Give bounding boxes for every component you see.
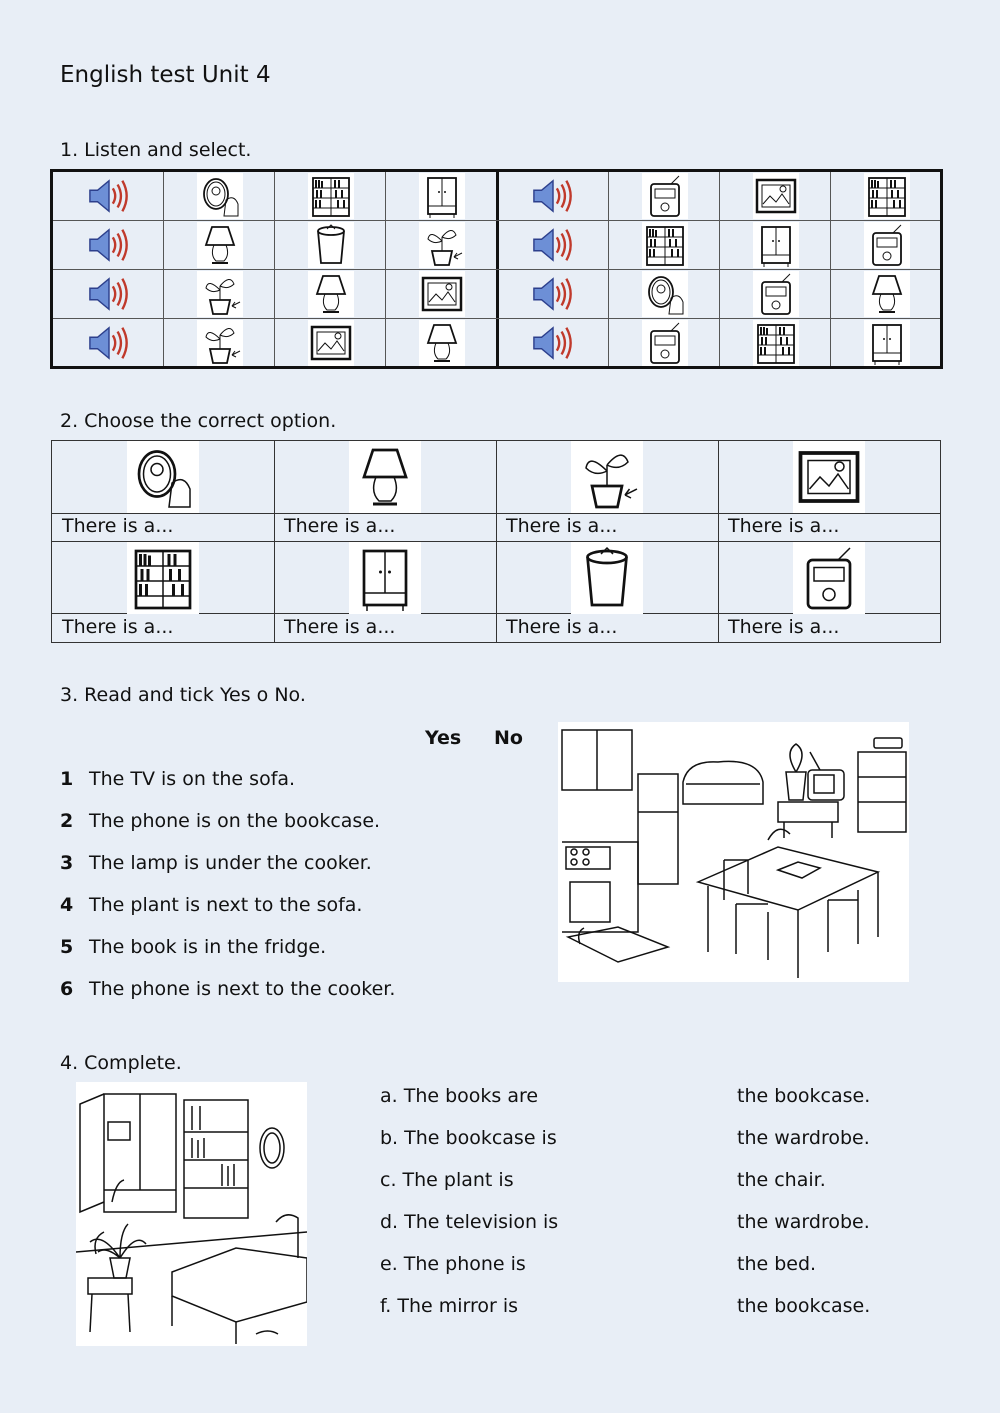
wardrobe-icon[interactable] <box>831 319 942 367</box>
option-caption[interactable]: There is a... <box>62 616 174 638</box>
speaker-icon[interactable] <box>497 270 608 318</box>
yes-column-label: Yes <box>425 727 462 749</box>
statement-item: 3 The lamp is under the cooker. <box>60 852 372 874</box>
bedroom-scene-image <box>76 1082 307 1346</box>
bookcase-icon <box>127 542 199 614</box>
choose-option-grid <box>51 440 941 643</box>
no-column-label: No <box>494 727 523 749</box>
complete-sentence-start: d. The television is <box>380 1211 559 1233</box>
wardrobe-icon <box>349 542 421 614</box>
radio-icon[interactable] <box>609 319 720 367</box>
page-title: English test Unit 4 <box>60 62 271 88</box>
complete-sentence-start: b. The bookcase is <box>380 1127 557 1149</box>
plant-icon[interactable] <box>164 319 275 367</box>
lamp-icon[interactable] <box>275 270 386 318</box>
lamp-icon[interactable] <box>831 270 942 318</box>
lamp-icon[interactable] <box>386 319 497 367</box>
option-caption[interactable]: There is a... <box>284 616 396 638</box>
complete-sentence-end: the chair. <box>737 1169 826 1191</box>
wardrobe-icon[interactable] <box>386 172 497 220</box>
option-caption[interactable]: There is a... <box>506 616 618 638</box>
option-caption[interactable]: There is a... <box>506 515 618 537</box>
speaker-icon[interactable] <box>497 172 608 220</box>
speaker-icon[interactable] <box>53 172 164 220</box>
picture-icon[interactable] <box>386 270 497 318</box>
section1-heading: 1. Listen and select. <box>60 139 252 161</box>
complete-sentence-start: c. The plant is <box>380 1169 514 1191</box>
picture-icon[interactable] <box>275 319 386 367</box>
bookcase-icon[interactable] <box>831 172 942 220</box>
statement-item: 2 The phone is on the bookcase. <box>60 810 381 832</box>
speaker-icon[interactable] <box>53 270 164 318</box>
picture-icon <box>793 441 865 513</box>
mirror-icon[interactable] <box>609 270 720 318</box>
complete-sentence-end: the bookcase. <box>737 1295 871 1317</box>
statement-item: 6 The phone is next to the cooker. <box>60 978 396 1000</box>
bookcase-icon[interactable] <box>275 172 386 220</box>
plant-icon <box>571 441 643 513</box>
radio-icon[interactable] <box>609 172 720 220</box>
kitchen-scene-image <box>558 722 909 982</box>
speaker-icon[interactable] <box>497 319 608 367</box>
listen-select-grid <box>50 169 943 369</box>
statement-item: 1 The TV is on the sofa. <box>60 768 296 790</box>
section2-heading: 2. Choose the correct option. <box>60 410 337 432</box>
plant-icon[interactable] <box>164 270 275 318</box>
complete-sentence-start: f. The mirror is <box>380 1295 519 1317</box>
speaker-icon[interactable] <box>53 319 164 367</box>
bin-icon <box>571 542 643 614</box>
complete-sentence-end: the wardrobe. <box>737 1127 870 1149</box>
mirror-icon[interactable] <box>164 172 275 220</box>
radio-icon <box>793 542 865 614</box>
plant-icon[interactable] <box>386 221 497 269</box>
wardrobe-icon[interactable] <box>720 221 831 269</box>
complete-sentence-start: e. The phone is <box>380 1253 526 1275</box>
bookcase-icon[interactable] <box>609 221 720 269</box>
statement-item: 5 The book is in the fridge. <box>60 936 327 958</box>
speaker-icon[interactable] <box>497 221 608 269</box>
section3-heading: 3. Read and tick Yes o No. <box>60 684 306 706</box>
complete-sentence-end: the bookcase. <box>737 1085 871 1107</box>
section4-heading: 4. Complete. <box>60 1052 182 1074</box>
option-caption[interactable]: There is a... <box>284 515 396 537</box>
speaker-icon[interactable] <box>53 221 164 269</box>
bin-icon[interactable] <box>275 221 386 269</box>
picture-icon[interactable] <box>720 172 831 220</box>
lamp-icon <box>349 441 421 513</box>
complete-sentence-start: a. The books are <box>380 1085 539 1107</box>
complete-sentence-end: the bed. <box>737 1253 817 1275</box>
option-caption[interactable]: There is a... <box>728 616 840 638</box>
statement-item: 4 The plant is next to the sofa. <box>60 894 363 916</box>
complete-sentence-end: the wardrobe. <box>737 1211 870 1233</box>
radio-icon[interactable] <box>831 221 942 269</box>
bookcase-icon[interactable] <box>720 319 831 367</box>
option-caption[interactable]: There is a... <box>728 515 840 537</box>
option-caption[interactable]: There is a... <box>62 515 174 537</box>
mirror-icon <box>127 441 199 513</box>
radio-icon[interactable] <box>720 270 831 318</box>
lamp-icon[interactable] <box>164 221 275 269</box>
